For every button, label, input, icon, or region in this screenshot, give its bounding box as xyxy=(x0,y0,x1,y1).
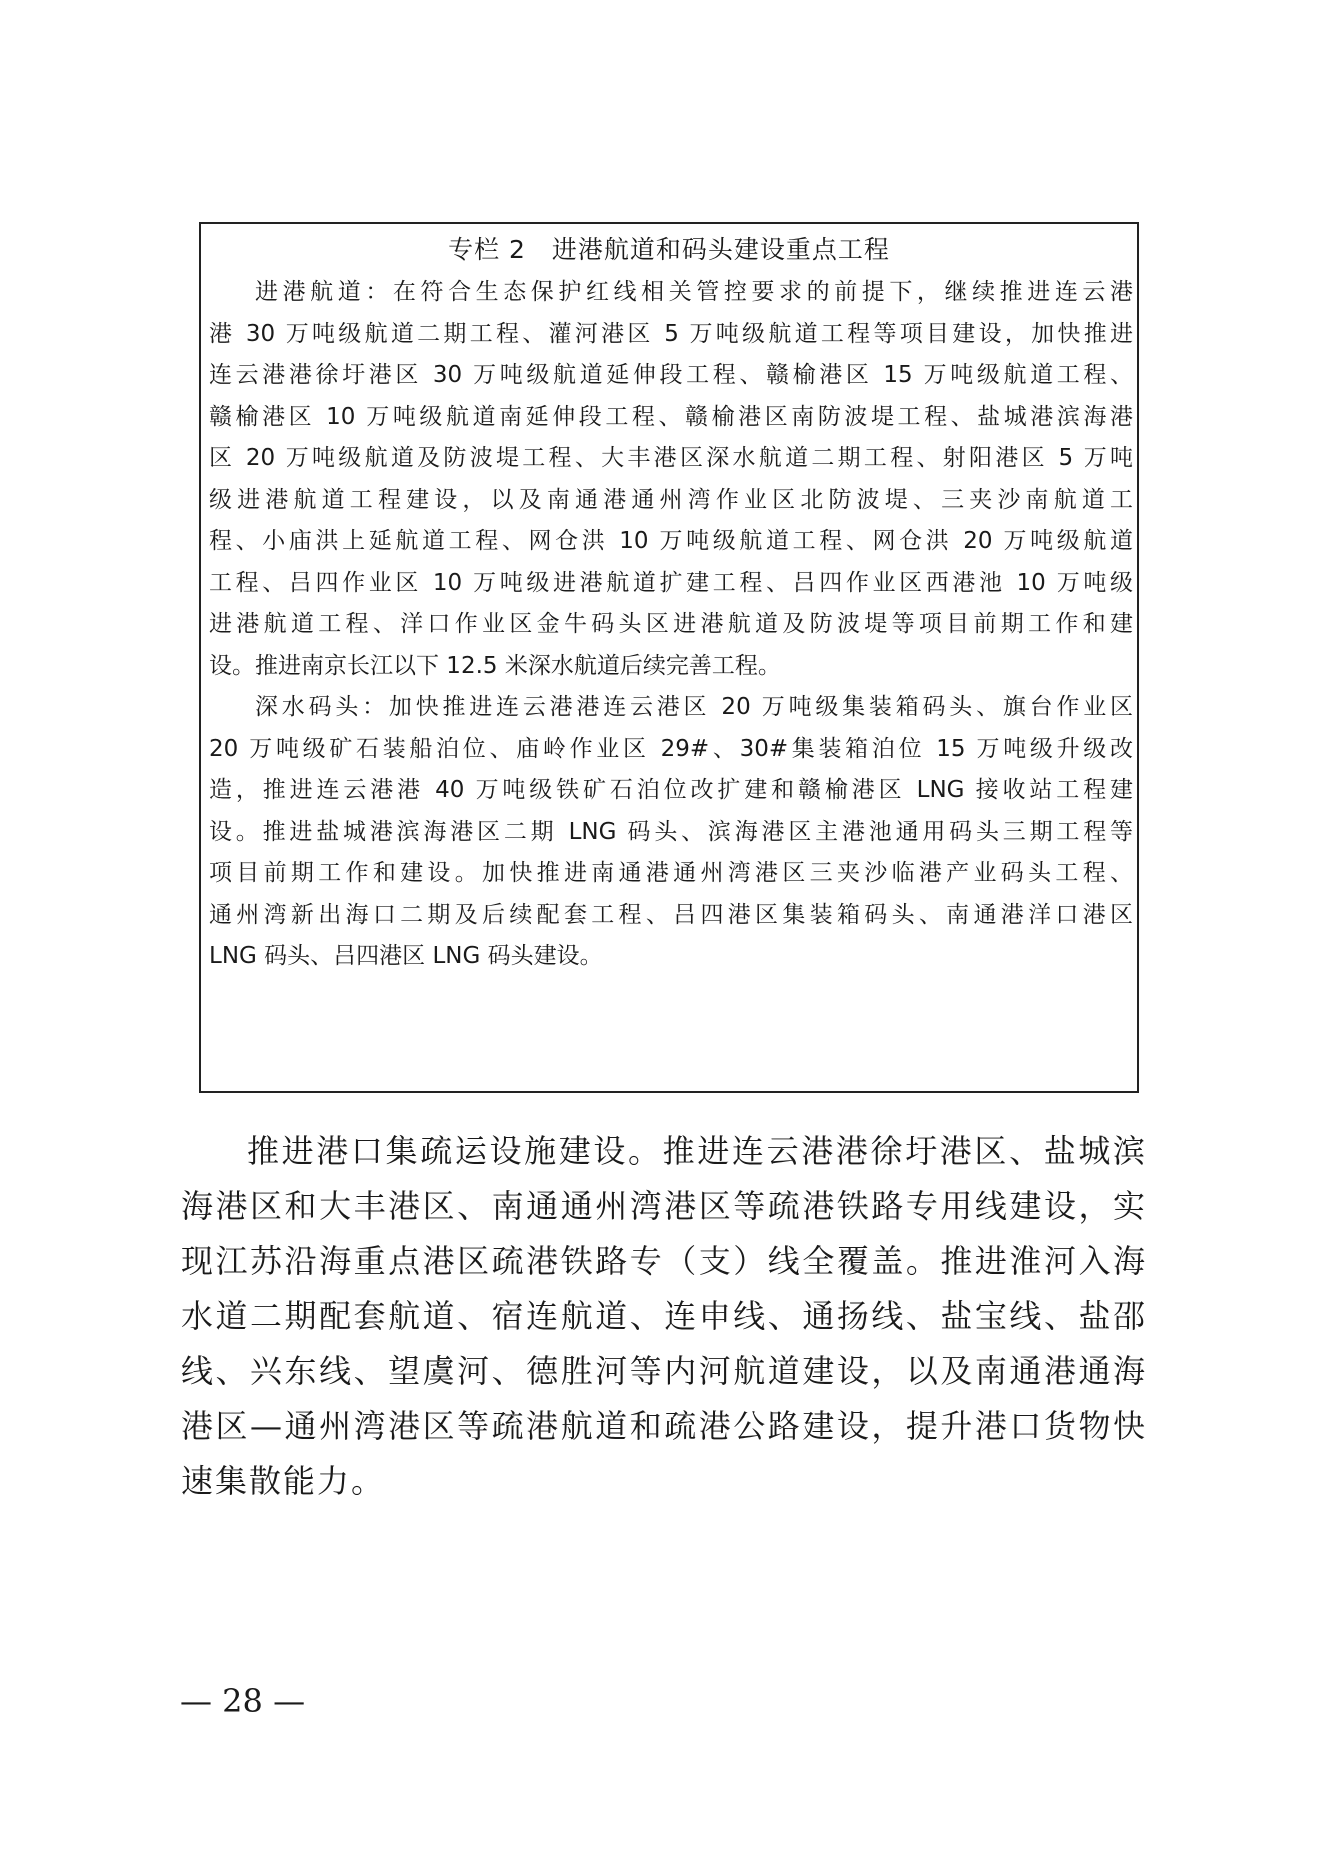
column-box xyxy=(199,222,1139,1093)
main-paragraph-line: 推进港口集疏运设施建设。推进连云港港徐圩港区、盐城滨 xyxy=(247,1132,1147,1170)
wharf-paragraph-line: LNG 码头、吕四港区 LNG 码头建设。 xyxy=(209,943,603,969)
channel-paragraph-line: 级进港航道工程建设，以及南通港通州湾作业区北防波堤、三夹沙南航道工 xyxy=(209,486,1133,513)
channel-paragraph-line: 赣榆港区 10 万吨级航道南延伸段工程、赣榆港区南防波堤工程、盐城港滨海港 xyxy=(209,403,1133,430)
channel-paragraph-line: 进港航道工程、洋口作业区金牛码头区进港航道及防波堤等项目前期工作和建 xyxy=(209,611,1133,637)
wharf-paragraph-line: 设。推进盐城港滨海港区二期 LNG 码头、滨海港区主港池通用码头三期工程等 xyxy=(209,818,1133,845)
main-paragraph-line: 速集散能力。 xyxy=(181,1462,386,1500)
channel-paragraph-line: 区 20 万吨级航道及防波堤工程、大丰港区深水航道二期工程、射阳港区 5 万吨 xyxy=(209,445,1133,471)
wharf-paragraph-line: 造，推进连云港港 40 万吨级铁矿石泊位改扩建和赣榆港区 LNG 接收站工程建 xyxy=(209,777,1133,803)
main-paragraph-line: 水道二期配套航道、宿连航道、连申线、通扬线、盐宝线、盐邵 xyxy=(181,1297,1147,1335)
main-paragraph-line: 现江苏沿海重点港区疏港铁路专（支）线全覆盖。推进淮河入海 xyxy=(181,1242,1147,1280)
channel-paragraph-line: 程、小庙洪上延航道工程、网仓洪 10 万吨级航道工程、网仓洪 20 万吨级航道 xyxy=(209,528,1133,554)
channel-paragraph-line: 连云港港徐圩港区 30 万吨级航道延伸段工程、赣榆港区 15 万吨级航道工程、 xyxy=(209,362,1133,388)
channel-paragraph-line: 设。推进南京长江以下 12.5 米深水航道后续完善工程。 xyxy=(209,652,781,679)
wharf-paragraph-line: 通州湾新出海口二期及后续配套工程、吕四港区集装箱码头、南通港洋口港区 xyxy=(209,901,1133,928)
main-paragraph-line: 港区—通州湾港区等疏港航道和疏港公路建设，提升港口货物快 xyxy=(181,1407,1147,1445)
wharf-paragraph-line: 20 万吨级矿石装船泊位、庙岭作业区 29#、30#集装箱泊位 15 万吨级升级改 xyxy=(209,735,1133,762)
wharf-paragraph-line: 深水码头：加快推进连云港港连云港区 20 万吨级集装箱码头、旗台作业区 xyxy=(255,694,1133,720)
column-title: 专栏 2 进港航道和码头建设重点工程 xyxy=(448,235,890,264)
channel-paragraph-line: 港 30 万吨级航道二期工程、灌河港区 5 万吨级航道工程等项目建设，加快推进 xyxy=(209,320,1133,347)
page-number: — 28 — xyxy=(180,1682,306,1720)
channel-paragraph-line: 工程、吕四作业区 10 万吨级进港航道扩建工程、吕四作业区西港池 10 万吨级 xyxy=(209,569,1133,596)
channel-paragraph-line: 进港航道：在符合生态保护红线相关管控要求的前提下，继续推进连云港 xyxy=(255,279,1133,305)
main-paragraph-line: 海港区和大丰港区、南通通州湾港区等疏港铁路专用线建设，实 xyxy=(181,1187,1147,1225)
wharf-paragraph-line: 项目前期工作和建设。加快推进南通港通州湾港区三夹沙临港产业码头工程、 xyxy=(209,860,1133,886)
main-paragraph-line: 线、兴东线、望虞河、德胜河等内河航道建设，以及南通港通海 xyxy=(181,1352,1147,1390)
